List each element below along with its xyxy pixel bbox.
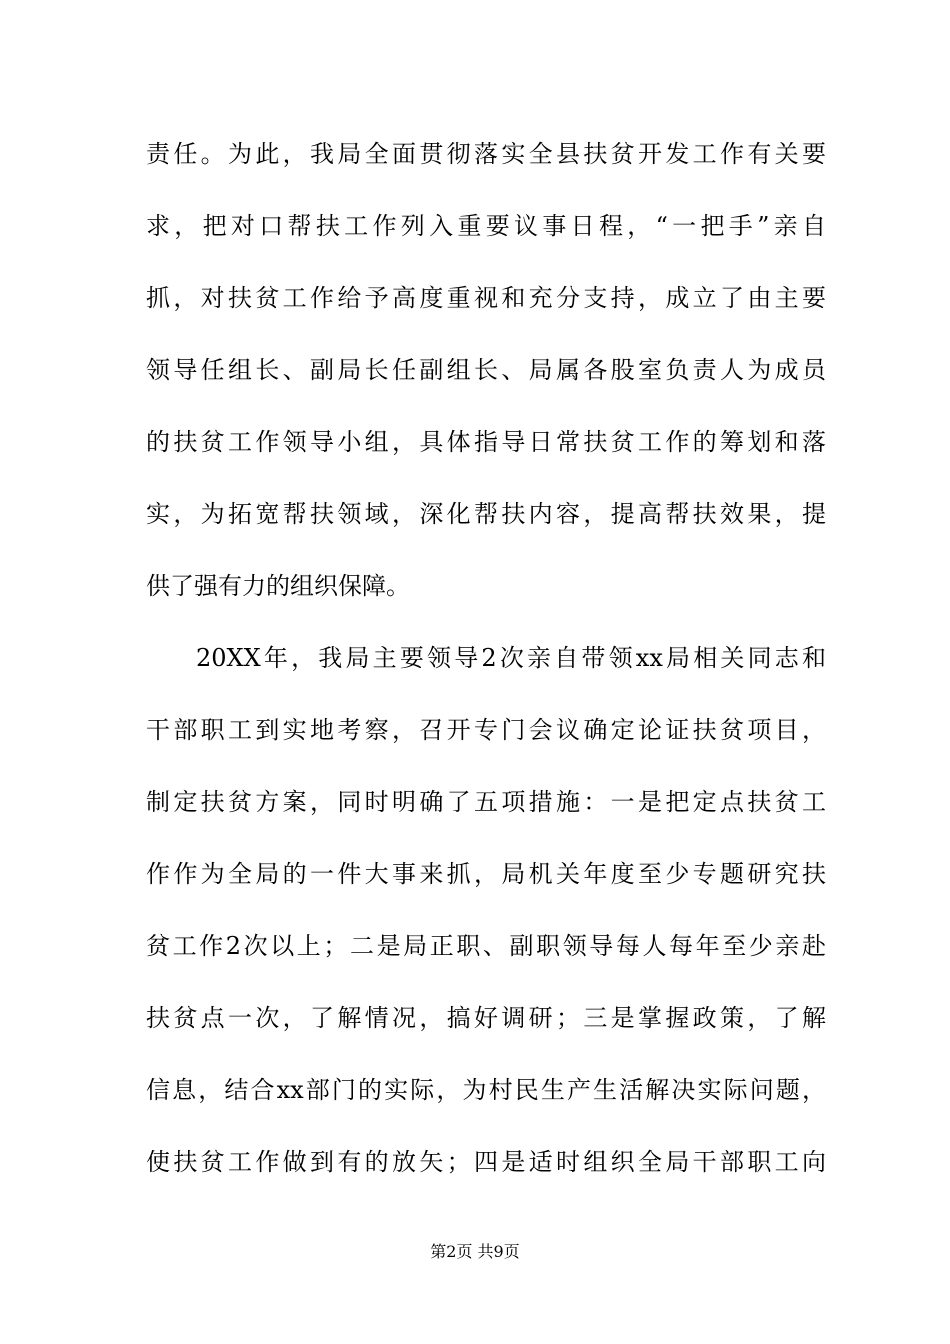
text-line-10: 制定扶贫方案，同时明确了五项措施：一是把定点扶贫工 bbox=[146, 788, 826, 816]
text-line-5: 的扶贫工作领导小组，具体指导日常扶贫工作的筹划和落 bbox=[146, 428, 826, 456]
text-line-15: 使扶贫工作做到有的放矢；四是适时组织全局干部职工向 bbox=[146, 1148, 826, 1176]
text-line-9: 干部职工到实地考察，召开专门会议确定论证扶贫项目， bbox=[146, 716, 826, 744]
text-line-7: 供了强有力的组织保障。 bbox=[146, 572, 410, 600]
text-line-13: 扶贫点一次，了解情况，搞好调研；三是掌握政策，了解 bbox=[146, 1004, 826, 1032]
text-line-3: 抓，对扶贫工作给予高度重视和充分支持，成立了由主要 bbox=[146, 284, 826, 312]
text-line-2: 求，把对口帮扶工作列入重要议事日程，“一把手”亲自 bbox=[146, 212, 826, 240]
text-line-4: 领导任组长、副局长任副组长、局属各股室负责人为成员 bbox=[146, 356, 826, 384]
text-line-1: 责任。为此，我局全面贯彻落实全县扶贫开发工作有关要 bbox=[146, 140, 826, 168]
text-line-12: 贫工作2次以上；二是局正职、副职领导每人每年至少亲赴 bbox=[146, 932, 826, 960]
page-number-footer: 第2页 共9页 bbox=[430, 1242, 520, 1261]
text-line-8: 20XX年，我局主要领导2次亲自带领xx局相关同志和 bbox=[196, 644, 826, 672]
text-line-14: 信息，结合xx部门的实际，为村民生产生活解决实际问题， bbox=[146, 1076, 826, 1104]
text-line-6: 实，为拓宽帮扶领域，深化帮扶内容，提高帮扶效果，提 bbox=[146, 500, 826, 528]
text-line-11: 作作为全局的一件大事来抓，局机关年度至少专题研究扶 bbox=[146, 860, 826, 888]
